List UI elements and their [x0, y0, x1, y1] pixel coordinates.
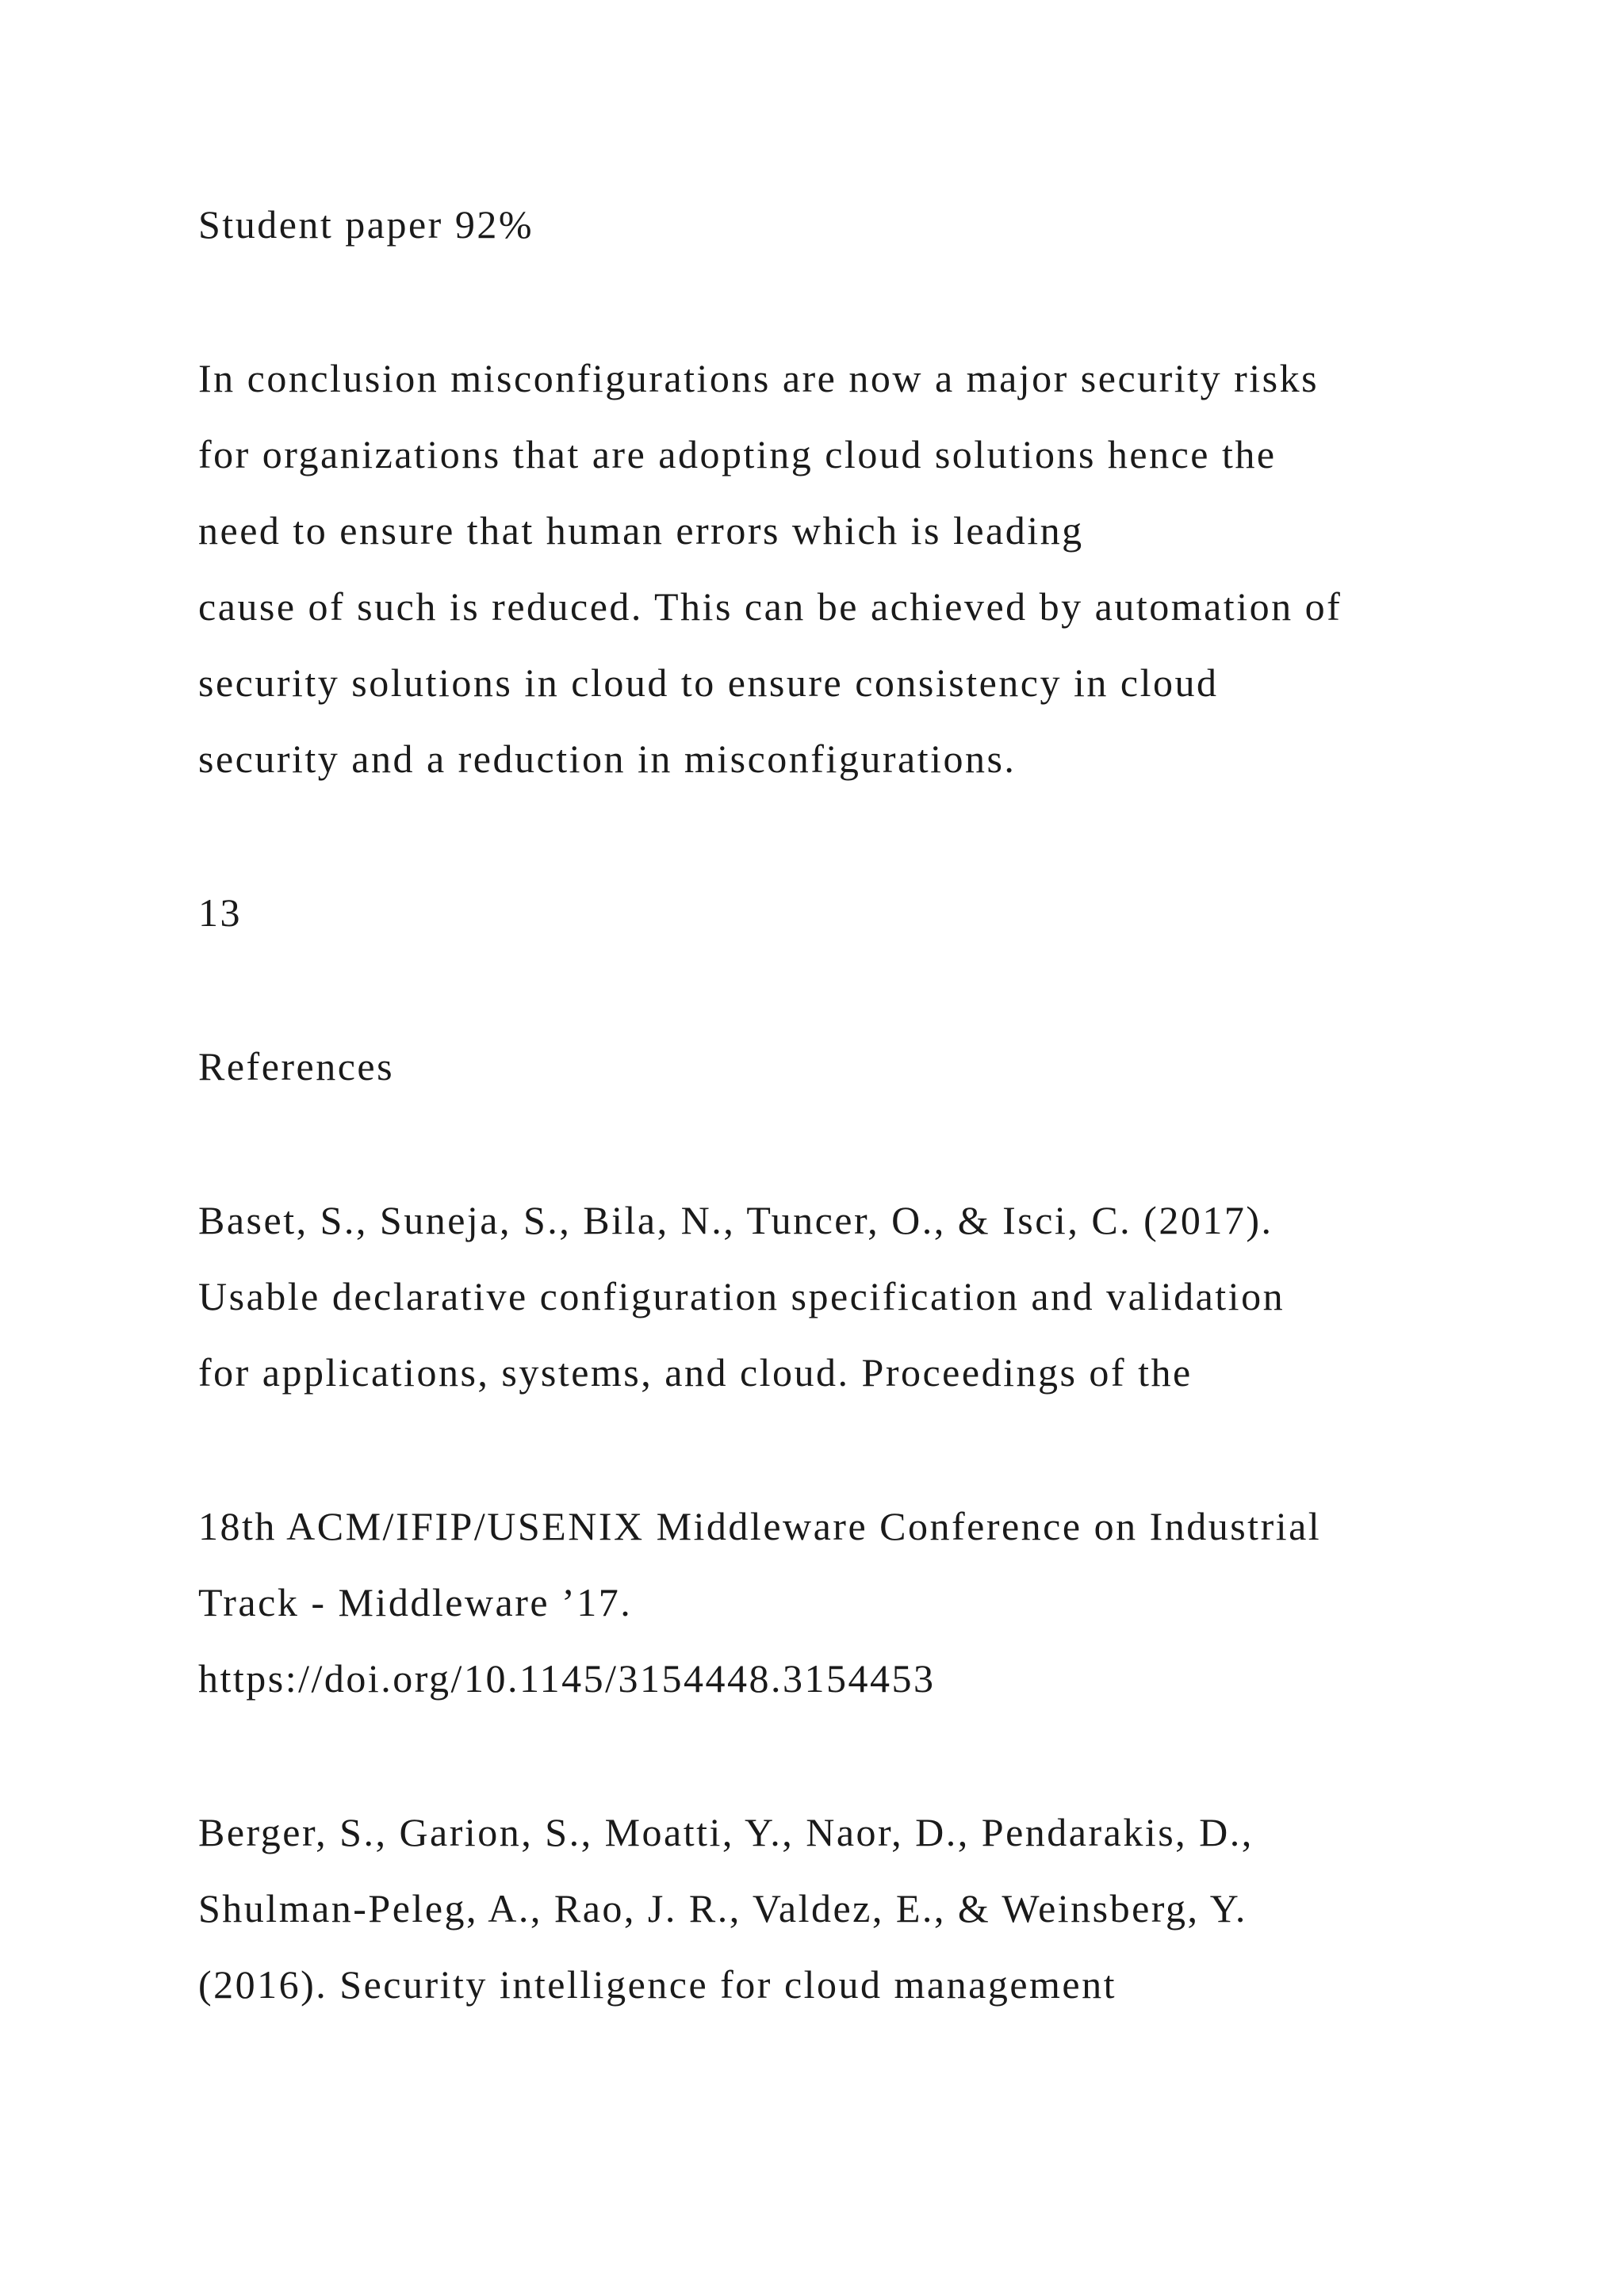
- reference-line: 18th ACM/IFIP/USENIX Middleware Conference on Industrial: [198, 1504, 1322, 1548]
- reference-line: Shulman-Peleg, A., Rao, J. R., Valdez, E., & Weinsberg, Y.: [198, 1886, 1247, 1931]
- conclusion-line: need to ensure that human errors which is leading: [198, 508, 1084, 553]
- conclusion-line: security and a reduction in misconfigurations.: [198, 737, 1017, 781]
- references-heading: References: [198, 1044, 395, 1089]
- reference-line: (2016). Security intelligence for cloud management: [198, 1962, 1116, 2007]
- conclusion-line: security solutions in cloud to ensure consistency in cloud: [198, 660, 1219, 705]
- reference-line: Usable declarative configuration specification and validation: [198, 1274, 1285, 1318]
- conclusion-line: In conclusion misconfigurations are now a major security risks: [198, 356, 1320, 400]
- reference-line: for applications, systems, and cloud. Proceedings of the: [198, 1350, 1193, 1395]
- reference-line: Berger, S., Garion, S., Moatti, Y., Naor, D., Pendarakis, D.,: [198, 1810, 1254, 1854]
- reference-doi: https://doi.org/10.1145/3154448.3154453: [198, 1656, 936, 1701]
- reference-line: Baset, S., Suneja, S., Bila, N., Tuncer, O., & Isci, C. (2017).: [198, 1198, 1274, 1242]
- reference-line: Track - Middleware ’17.: [198, 1580, 633, 1624]
- page-number: 13: [198, 890, 242, 935]
- conclusion-line: cause of such is reduced. This can be achieved by automation of: [198, 584, 1342, 629]
- conclusion-line: for organizations that are adopting cloud solutions hence the: [198, 432, 1277, 476]
- similarity-note: Student paper 92%: [198, 202, 534, 247]
